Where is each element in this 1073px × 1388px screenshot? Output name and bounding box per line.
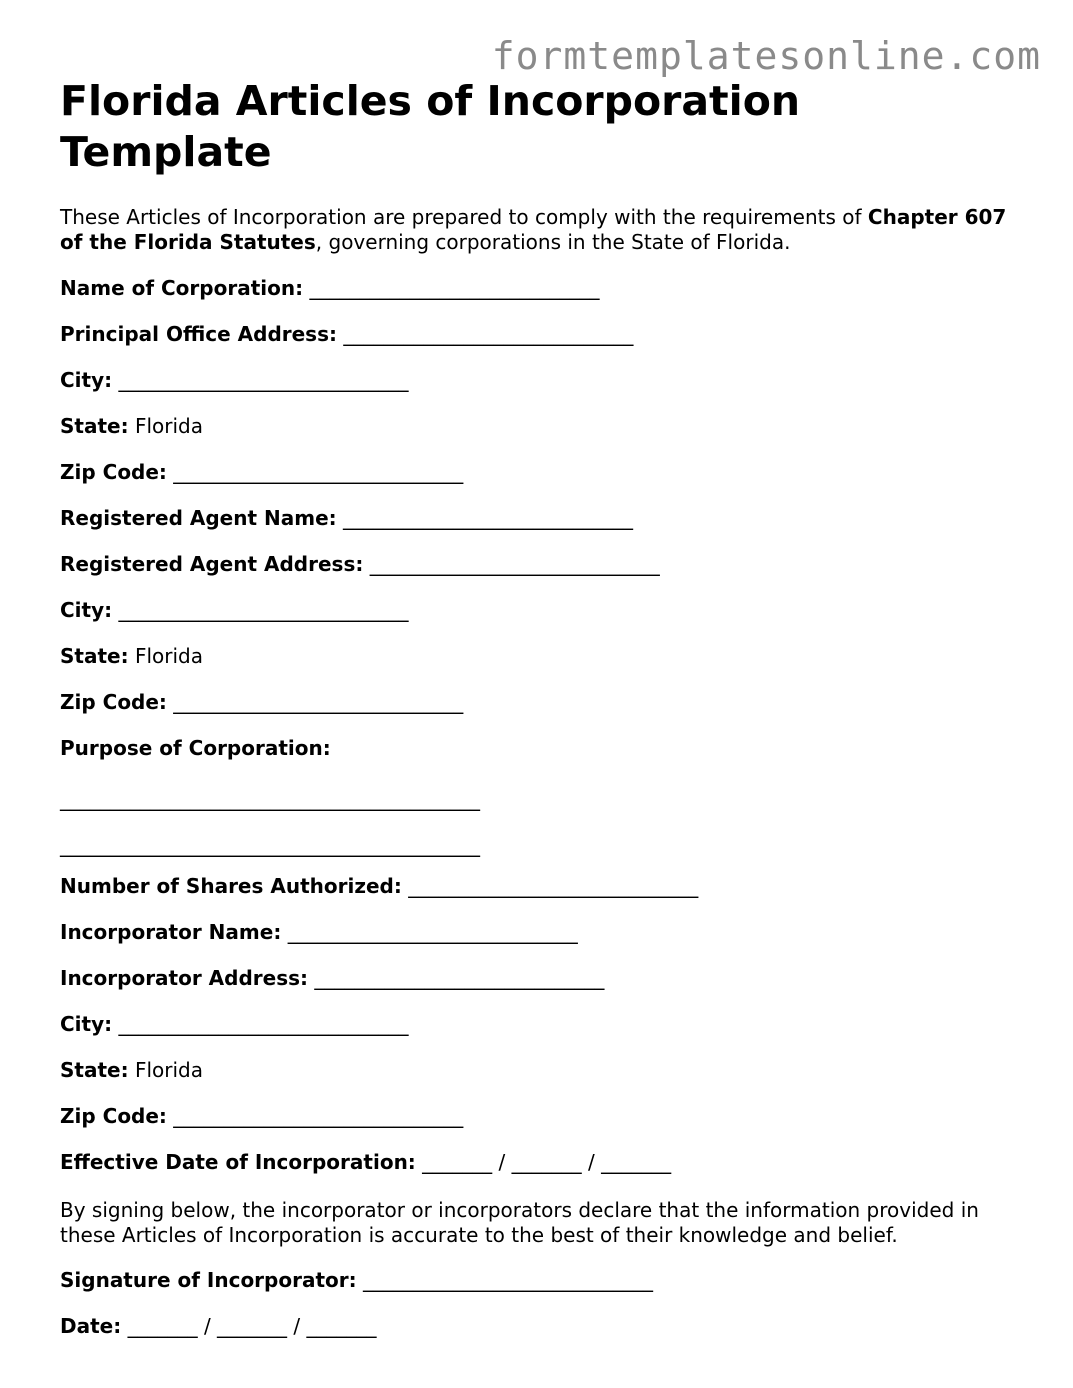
intro-statute-reference: Chapter 607 of the Florida Statutes: [60, 205, 1007, 254]
purpose-of-corporation-field: [60, 736, 331, 761]
field-label: City:: [60, 1012, 113, 1036]
state-value: Florida: [134, 414, 203, 438]
year-blank[interactable]: _______: [306, 1314, 377, 1338]
principal-office-address-field[interactable]: [60, 322, 633, 347]
blank-line[interactable]: _____________________________: [343, 322, 634, 346]
blank-line[interactable]: _____________________________: [173, 1104, 464, 1128]
blank-line[interactable]: _____________________________: [343, 506, 633, 530]
date-separator: /: [197, 1314, 218, 1338]
field-label: City:: [60, 598, 113, 622]
registered-agent-name-field[interactable]: [60, 506, 633, 531]
field-label: Incorporator Name:: [60, 920, 282, 944]
blank-line[interactable]: _____________________________: [362, 1268, 653, 1292]
date-field[interactable]: [60, 1314, 377, 1339]
field-label: Principal Office Address:: [60, 322, 337, 346]
field-label: Registered Agent Address:: [60, 552, 364, 576]
registered-agent-address-field[interactable]: [60, 552, 660, 577]
city-field-1[interactable]: [60, 368, 409, 393]
purpose-blank-line-2[interactable]: [60, 833, 480, 858]
intro-text-before: These Articles of Incorporation are prepared to comply with the requirements of: [60, 205, 868, 229]
field-label: City:: [60, 368, 113, 392]
blank-line[interactable]: _____________________________: [118, 598, 409, 622]
day-blank[interactable]: _______: [217, 1314, 288, 1338]
state-field-3: [60, 1058, 203, 1083]
blank-line[interactable]: __________________________________________: [60, 787, 480, 811]
blank-line[interactable]: _____________________________: [287, 920, 578, 944]
incorporator-address-field[interactable]: [60, 966, 604, 991]
watermark: formtemplatesonline.com: [491, 34, 1041, 78]
city-field-3[interactable]: [60, 1012, 409, 1037]
state-value: Florida: [134, 644, 203, 668]
blank-line[interactable]: _____________________________: [369, 552, 660, 576]
intro-paragraph: [60, 205, 1020, 255]
signature-field[interactable]: [60, 1268, 653, 1293]
year-blank[interactable]: _______: [601, 1150, 672, 1174]
effective-date-field[interactable]: [60, 1150, 671, 1175]
purpose-blank-line-1[interactable]: [60, 787, 480, 812]
date-separator: /: [492, 1150, 512, 1174]
field-label: Effective Date of Incorporation:: [60, 1150, 416, 1174]
blank-line[interactable]: _____________________________: [173, 690, 464, 714]
zip-code-field-3[interactable]: [60, 1104, 463, 1129]
blank-line[interactable]: _____________________________: [118, 1012, 409, 1036]
blank-line[interactable]: _____________________________: [173, 460, 464, 484]
page-title: Florida Articles of Incorporation Template: [60, 77, 801, 176]
blank-line[interactable]: _____________________________: [314, 966, 605, 990]
state-field-1: [60, 414, 203, 439]
blank-line[interactable]: _____________________________: [118, 368, 409, 392]
field-label: Incorporator Address:: [60, 966, 309, 990]
month-blank[interactable]: _______: [422, 1150, 493, 1174]
shares-authorized-field[interactable]: [60, 874, 698, 899]
date-separator: /: [581, 1150, 602, 1174]
field-label: Number of Shares Authorized:: [60, 874, 402, 898]
zip-code-field-2[interactable]: [60, 690, 463, 715]
date-separator: /: [287, 1314, 307, 1338]
intro-text-after: , governing corporations in the State of Florida.: [315, 230, 791, 254]
declaration-paragraph: By signing below, the incorporator or incorporators declare that the information provided in these Articles of Incorporation is accurate to the best of their knowledge and belief.: [60, 1198, 979, 1247]
city-field-2[interactable]: [60, 598, 409, 623]
name-of-corporation-field[interactable]: [60, 276, 599, 301]
month-blank[interactable]: _______: [127, 1314, 198, 1338]
field-label: State:: [60, 644, 129, 668]
state-value: Florida: [134, 1058, 203, 1082]
field-label: State:: [60, 1058, 129, 1082]
day-blank[interactable]: _______: [511, 1150, 582, 1174]
field-label: Zip Code:: [60, 460, 167, 484]
field-label: Registered Agent Name:: [60, 506, 337, 530]
field-label: Zip Code:: [60, 1104, 167, 1128]
state-field-2: [60, 644, 203, 669]
field-label: Zip Code:: [60, 690, 167, 714]
blank-line[interactable]: __________________________________________: [60, 833, 480, 857]
blank-line[interactable]: _____________________________: [408, 874, 699, 898]
field-label: Name of Corporation:: [60, 276, 304, 300]
field-label: Purpose of Corporation:: [60, 736, 331, 760]
field-label: State:: [60, 414, 129, 438]
field-label: Signature of Incorporator:: [60, 1268, 357, 1292]
field-label: Date:: [60, 1314, 122, 1338]
blank-line[interactable]: _____________________________: [309, 276, 600, 300]
zip-code-field-1[interactable]: [60, 460, 463, 485]
incorporator-name-field[interactable]: [60, 920, 578, 945]
